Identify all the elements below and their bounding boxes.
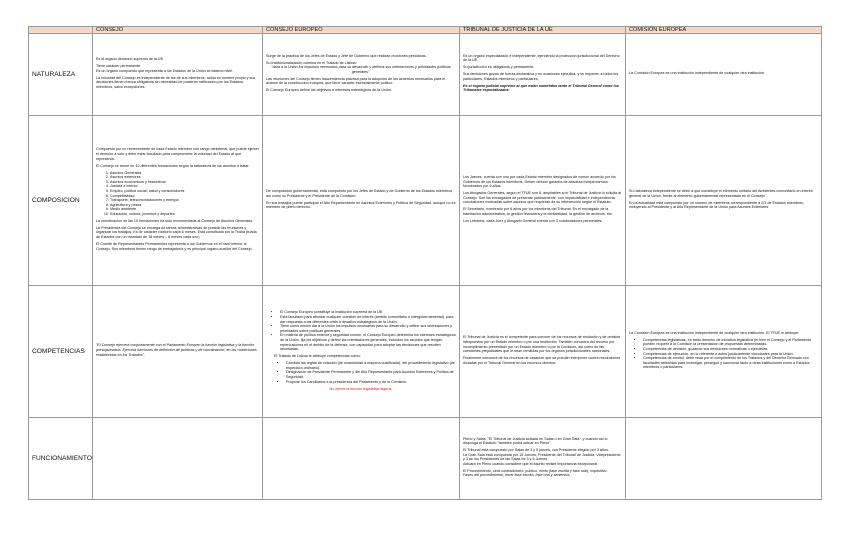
funcionamiento-consejo	[93, 418, 263, 500]
text-block: El Comité de Representantes Permanentes representa a los Gobiernos en el nivel inferior al Consejo. Sus miembros tienen rango de embajador/a y es principal órgano auxiliar del Consejo.	[96, 242, 253, 251]
competencias-list	[266, 310, 456, 351]
text-block: Sus decisiones gozan de fuerza declarativa y en ocasiones ejecutiva, y se imponen a todos los particulares, Estados miembros y particulares.	[463, 72, 619, 81]
list-item: 6. Competitividad	[110, 194, 259, 199]
header-consejo: CONSEJO	[93, 27, 263, 34]
text-block: El Tribunal de Justicia es el competente para conocer de los recursos de anulación y de omisión interpuestos por un Estado miembro o por una Institución. También conocerá del recurso por incumplimiento presentado por un Estado miembro o por la Comisión, así como de las cuestiones prejudiciales que le sean remitidas por los órganos jurisdiccionales nacionales.	[463, 335, 621, 354]
list-item: 5. Empleo, política social, salud y consumidores	[110, 189, 259, 194]
list-item: • Cambiar las reglas de votación (de unanimidad a mayoría cualificada), del procedimiento legislativo (de especial a ordinario).	[286, 361, 456, 370]
row-label-composicion: COMPOSICION	[29, 116, 93, 286]
list-item: • Tiene como misión dar a la Unión los impulsos necesarios para su desarrollo y definir sus orientaciones y prioridades sobre políticas generales.	[280, 324, 456, 333]
list-item: • Competencias legislativas, en tanto derecho de iniciativa legislativa (el bien el Consejo y el Parlamento pueden requerir a la Comisión la presentación de propuestas determinadas.	[643, 338, 818, 347]
list-item: 1. Asuntos Generales	[110, 171, 259, 176]
list-item: • Está facultado para abordar cualquier cuestión de interés (ámbito comunitario o intergubernamental), para dar respuesta a las diferentes crisis o desafíos estratégicos de la Unión.	[280, 315, 456, 324]
row-funcionamiento	[29, 418, 822, 500]
text-block: Los Abogados Generales, según el TFUE son 8, ampliables si el Tribunal de Justicia lo solicita al Consejo. Son los encargados de presentar públicamente, con imparcialidad e independencia, conclusiones motivadas sobre asuntos que requieran de su intervención según el Estatuto.	[463, 191, 621, 205]
composicion-consejo	[93, 116, 263, 286]
text-block: Su naturaleza independiente se debe a que constituye el elemento unitario del Ambientes comunitario en interés general de la Unión, frente al elemento gubernamental representado en el Consejo.	[629, 188, 813, 198]
text-block: Es el órgano judicial supremo al que están sometidos tanto el Tribunal General como los Tribunales especializados.	[463, 83, 619, 93]
text-block: De composición gubernamental, está compuesto por los Jefes de Estado y de Gobierno de los Estados miembros, así como su Presidente y el Presidente de la Comisión.	[266, 188, 454, 198]
header-empty	[29, 27, 93, 34]
text-block: El Secretario, nombrado por 6 años por los miembros del Tribunal. Es el encargado de la tramitación administrativa, la gestión financiera y la contabilidad, la gestión de archivos, etc.	[463, 207, 613, 216]
funcionamiento-comision	[626, 418, 822, 500]
text-block: La voluntad del Consejo es independiente de las de sus miembros, actúa en nombre propio y sus decisiones tienen fuerza obligatoria sin necesidad de posterior ratificación por los Estados miembros, salvo excepciones.	[96, 75, 256, 89]
list-item: • En materia de política exterior y seguridad común, el Consejo Europeo determina los intereses estratégicos de la Unión, fija los objetivos y define las orientaciones generales, incluidos los asuntos que tengan repercusiones en el ámbito de la defensa, con capacidad para adoptar las decisiones que resulten necesarias.	[280, 333, 456, 351]
competencias-comision	[626, 286, 822, 418]
text-block: El Consejo Europeo define los objetivos e intereses estratégicos de la Unión.	[266, 88, 392, 93]
list-item: 4. Justicia e interior	[110, 184, 259, 189]
naturaleza-comision	[626, 34, 822, 116]
header-tribunal: TRIBUNAL DE JUSTICIA DE LA UE	[460, 27, 626, 34]
composicion-tribunal	[460, 116, 626, 286]
list-item: • Designación de Presidente Permanente y del Alto Representante para Asuntos Exteriores y Política de Seguridad.	[286, 370, 456, 379]
text-block: Es el órgano decisorio supremo de la UE.	[96, 57, 165, 62]
text-block: Pleno y Salas, "El Tribunal de Justicia actuará en Salas o en Gran Sala", y cuando así lo disponga el Estatuto "también podrá actuar en Pleno".	[463, 436, 608, 446]
row-competencias	[29, 286, 822, 418]
row-composicion	[29, 116, 822, 286]
text-block: Su jurisdicción es obligatoria y permanente.	[463, 65, 535, 70]
quote-block: "El Consejo ejercerá conjuntamente con el Parlamento Europeo la función legislativa y la función presupuestaria. Ejercerá funciones de definición de políticas y de coordinación, en las condiciones establecidas en los Tratados".	[96, 343, 257, 357]
header-comision: COMISIÓN EUROPEA	[626, 27, 822, 34]
quote-block: "dará a la Unión los impulsos necesarios para su desarrollo y definirá sus orientaciones y prioridades políticas generales".	[271, 65, 451, 74]
text-block: La coordinación de las 10 formaciones ha sido encomendada al Consejo de Asuntos Generales.	[96, 218, 254, 223]
list-item: 3. Asuntos económicos y financieros	[110, 180, 259, 185]
text-block: Es un órgano especializado e independiente, ejerciendo la protección jurisdiccional del Derecho de la UE.	[463, 53, 620, 63]
composicion-comision	[626, 116, 822, 286]
comision-list	[629, 338, 818, 370]
row-label-naturaleza: NATURALEZA	[29, 34, 93, 116]
competencias-tribunal	[460, 286, 626, 418]
text-block: La Comisión Europea es una institución independiente de cualquier otra institución.	[629, 71, 766, 75]
text-block: Compuesto por un representante de cada Estado miembro con rango ministerial, que puede ejercer el derecho a voto y debe estar facultado para comprometer la voluntad del Estado al que representa.	[96, 147, 259, 161]
text-block: En sus trabajos puede participar el Alto Representante en Asuntos Exteriores y Política de Seguridad, aunque no es miembro de pleno derecho.	[266, 200, 456, 210]
list-item: • Competencias de decisión, gozando sus decisiones normativas o ejecutivas.	[643, 347, 818, 352]
text-block: Los Jueces, cuenta con uno por cada Estado miembro designados de común acuerdo por los Gobiernos de los Estados miembros. Deben ofrecer garantía de absoluta independencia. Nombrados por 6 años.	[463, 175, 616, 189]
text-block: En la actualidad está compuesto por un número de miembros correspondiente a 2/3 de Estados miembros, incluyendo al Presidente y al Alto Representante de la Unión para Asuntos Exteriores.	[629, 200, 805, 210]
text-block: Su institucionalización culmina en el Tratado de Lisboa:	[266, 60, 357, 65]
naturaleza-consejo	[93, 34, 263, 116]
funcionamiento-consejo-europeo	[263, 418, 460, 500]
list-item: • El Consejo Europeo constituye la institución suprema de la UE.	[280, 310, 456, 315]
lisboa-list	[266, 361, 456, 384]
text-block: Finalmente conocerá de los recursos de casación que se puedan interponer contra resoluciones dictadas por el Tribunal General en los recursos directos.	[463, 356, 621, 365]
text-block: El Tribunal está compuesto por Salas de 3 y 5 jueces, con Presidente elegido por 3 años.	[463, 448, 609, 453]
text-block: Fases del procedimiento, tener fase escrita, fase oral y sentencia.	[463, 473, 571, 478]
list-item: • Competencias de ejecución, en lo referente a actos jurídicamente vinculantes para la Unión.	[643, 352, 818, 357]
naturaleza-tribunal	[460, 34, 626, 116]
row-label-funcionamiento: FUNCIONAMIENTO	[29, 418, 93, 500]
competencias-consejo-europeo	[263, 286, 460, 418]
funcionamiento-tribunal	[460, 418, 626, 500]
text-block: Los Letrados, cada Juez y Abogado General cuenta con 3 colaboradores personales.	[463, 218, 603, 223]
text-block: Las reuniones del Consejo tienen trascendencia práctica para la adopción de los acuerdos necesarios para el avance de la construcción europea, que tiene carácter esencialmente político.	[266, 76, 446, 86]
text-block: La Comisión Europea es una institución independiente de cualquier otra institución. El TFUE le atribuye:	[629, 330, 800, 335]
formaciones-list	[96, 171, 259, 217]
text-block: Actuará en Pleno cuando considere que el asunto reviste importancia excepcional.	[463, 461, 599, 466]
comparison-table	[28, 26, 822, 500]
list-item: • Competencias de control, debe velar por el cumplimiento de los Tratados y del Derecho Derivado con facultades atribuidas para investigar, perseguir y sancionar tanto a otras instituciones como a Estados miembros o particulares.	[643, 356, 818, 370]
header-consejo-europeo: CONSEJO EUROPEO	[263, 27, 460, 34]
note-text: No ejerce la función legislativa alguna.	[329, 386, 393, 391]
list-item: 8. Agricultura y pesca	[110, 203, 259, 208]
text-block: El Procedimiento, será contradictorio, público, mixto (fase escrita y fase oral), inquisitivo.	[463, 468, 608, 473]
text-block: La Gran Sala está compuesta por 15 Jueces, Presidente del Tribunal de Justicia, Vicepresidente y 3 de los Presidentes de las Salas de 3 y 5 Jueces.	[463, 452, 621, 462]
text-block: La Presidencia del Consejo se encarga de tareas administrativas de presidir las reuniones y organizar los trabajos. Es de carácter rotatorio cada 6 meses. Está constituida por la Troika (tríada de Estados con un mandato de 18 meses – 6 meses cada uno).	[96, 225, 257, 240]
list-item: 2. Asuntos exteriores	[110, 175, 259, 180]
text-block: Surge de la práctica de los Jefes de Estado y Jefe de Gobierno que realizan reuniones periódicas.	[266, 53, 427, 58]
competencias-consejo	[93, 286, 263, 418]
row-label-competencias: COMPETENCIAS	[29, 286, 93, 418]
text-block: El Tratado de Lisboa le atribuye competencias como:	[274, 354, 361, 359]
list-item: 10. Educación, cultura, juventud y deportes	[110, 212, 259, 217]
row-naturaleza	[29, 34, 822, 116]
text-block: Tiene carácter permanente.	[96, 64, 142, 69]
list-item: 7. Transporte, telecomunicaciones y energía	[110, 198, 259, 203]
naturaleza-consejo-europeo	[263, 34, 460, 116]
header-row	[29, 27, 822, 34]
text-block: El Consejo se reúne en 10 diferentes formaciones según la naturaleza de los asuntos a tratar:	[96, 163, 250, 168]
list-item: 9. Medio ambiente	[110, 207, 259, 212]
text-block: Es un órgano compuesto que representa a los Estados de la Unión al máximo nivel.	[96, 68, 234, 73]
composicion-consejo-europeo	[263, 116, 460, 286]
list-item: • Propone los Candidatos a la presidencia del Parlamento y de la Comisión.	[286, 380, 456, 385]
